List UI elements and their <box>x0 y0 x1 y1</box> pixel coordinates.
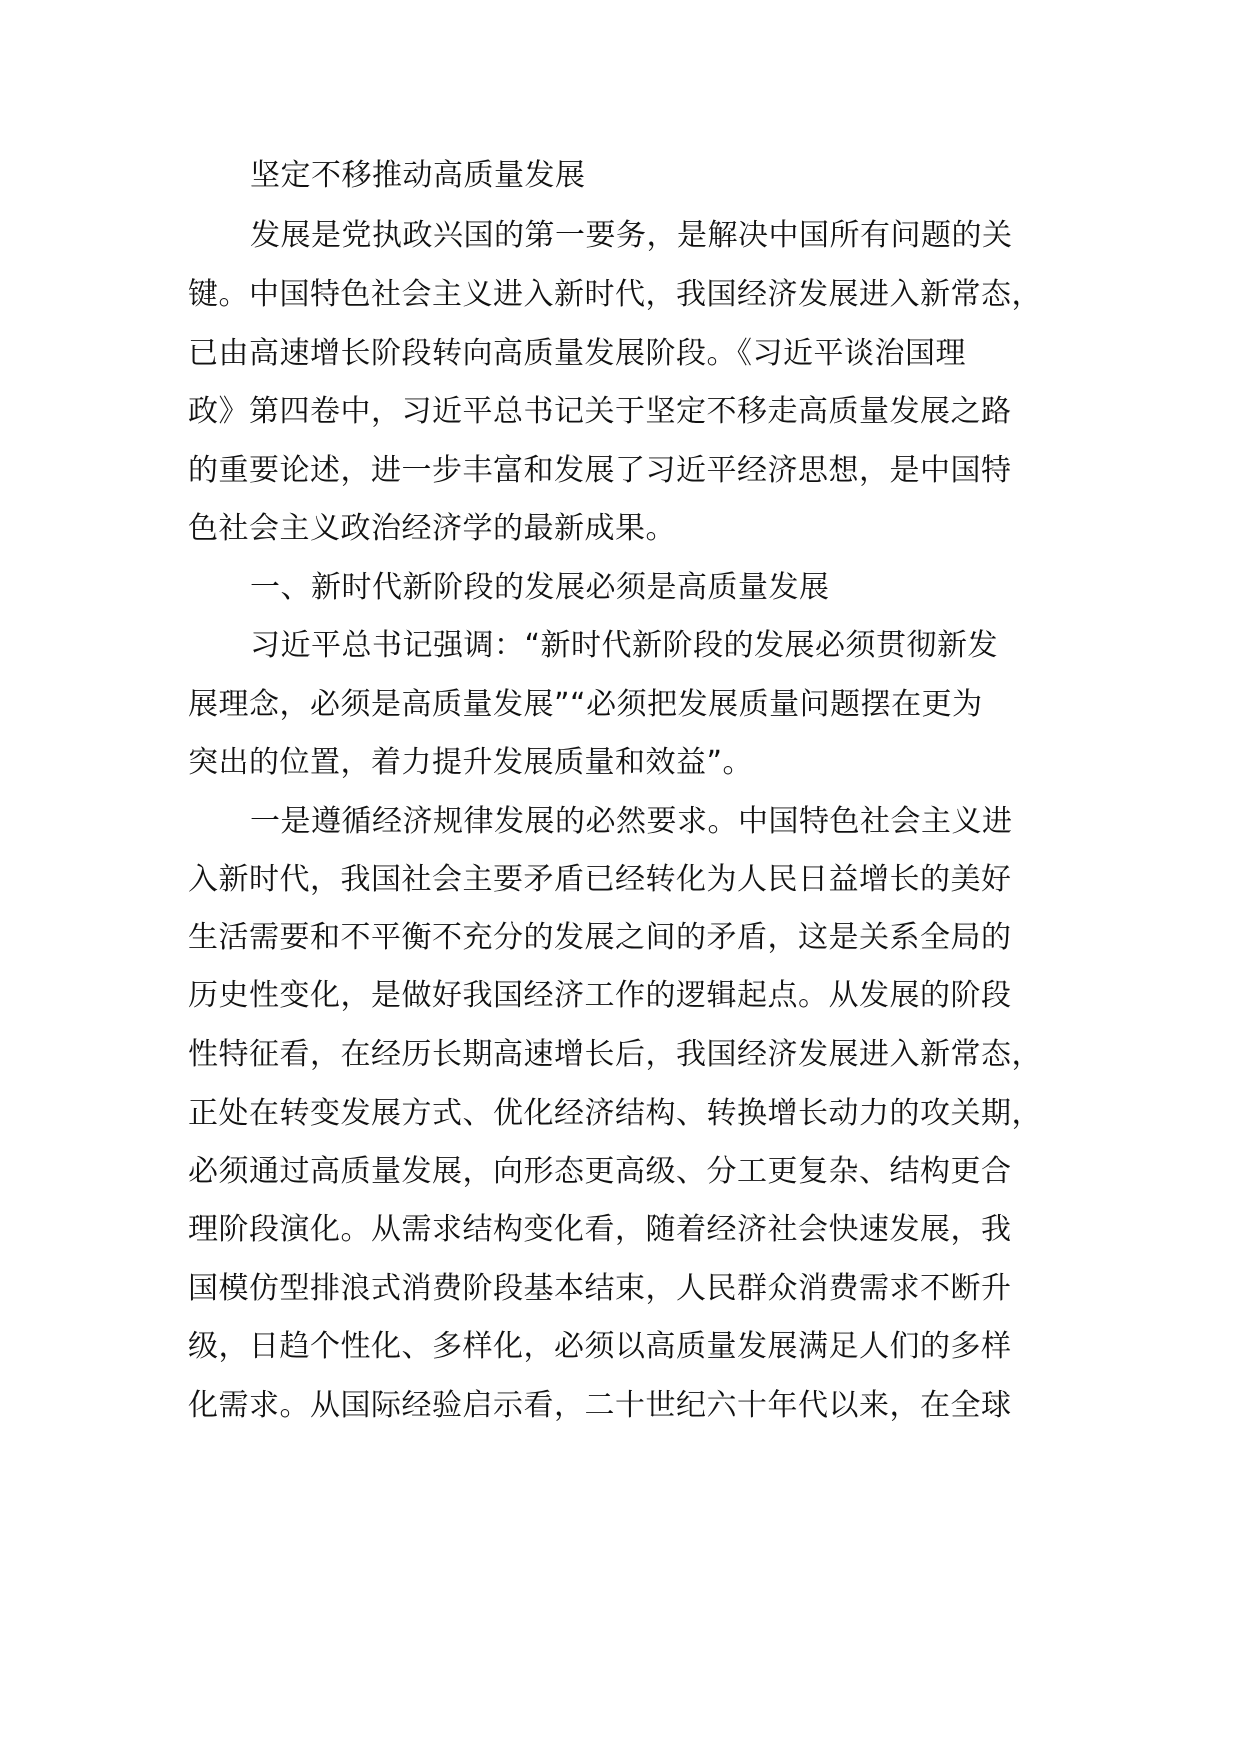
paragraph-line: 习近平总书记强调：“新时代新阶段的发展必须贯彻新发 <box>250 628 999 663</box>
section-heading: 一、新时代新阶段的发展必须是高质量发展 <box>250 570 830 605</box>
paragraph-line: 的重要论述，进一步丰富和发展了习近平经济思想，是中国特 <box>188 453 1012 488</box>
paragraph-line: 化需求。从国际经验启示看，二十世纪六十年代以来，在全球 <box>188 1388 1012 1423</box>
paragraph-line: 突出的位置，着力提升发展质量和效益”。 <box>188 745 754 780</box>
paragraph-line: 色社会主义政治经济学的最新成果。 <box>188 511 676 546</box>
paragraph-line: 已由高速增长阶段转向高质量发展阶段。《习近平谈治国理 <box>188 336 966 371</box>
paragraph-line: 发展是党执政兴国的第一要务，是解决中国所有问题的关 <box>250 218 1013 253</box>
paragraph-line: 级，日趋个性化、多样化，必须以高质量发展满足人们的多样 <box>188 1329 1012 1364</box>
paragraph-line: 生活需要和不平衡不充分的发展之间的矛盾，这是关系全局的 <box>188 920 1012 955</box>
paragraph-line: 历史性变化，是做好我国经济工作的逻辑起点。从发展的阶段 <box>188 978 1012 1013</box>
paragraph-line: 正处在转变发展方式、优化经济结构、转换增长动力的攻关期， <box>188 1096 1042 1131</box>
paragraph-line: 入新时代，我国社会主要矛盾已经转化为人民日益增长的美好 <box>188 862 1012 897</box>
paragraph-line: 政》第四卷中，习近平总书记关于坚定不移走高质量发展之路 <box>188 394 1012 429</box>
paragraph-line: 国模仿型排浪式消费阶段基本结束，人民群众消费需求不断升 <box>188 1271 1012 1306</box>
paragraph-line: 性特征看，在经历长期高速增长后，我国经济发展进入新常态， <box>188 1037 1042 1072</box>
paragraph-line: 一是遵循经济规律发展的必然要求。中国特色社会主义进 <box>250 804 1013 839</box>
paragraph-line: 键。中国特色社会主义进入新时代，我国经济发展进入新常态， <box>188 277 1042 312</box>
document-title: 坚定不移推动高质量发展 <box>250 158 586 193</box>
paragraph-line: 展理念，必须是高质量发展”“必须把发展质量问题摆在更为 <box>188 687 983 722</box>
paragraph-line: 理阶段演化。从需求结构变化看，随着经济社会快速发展，我 <box>188 1212 1012 1247</box>
paragraph-line: 必须通过高质量发展，向形态更高级、分工更复杂、结构更合 <box>188 1154 1012 1189</box>
